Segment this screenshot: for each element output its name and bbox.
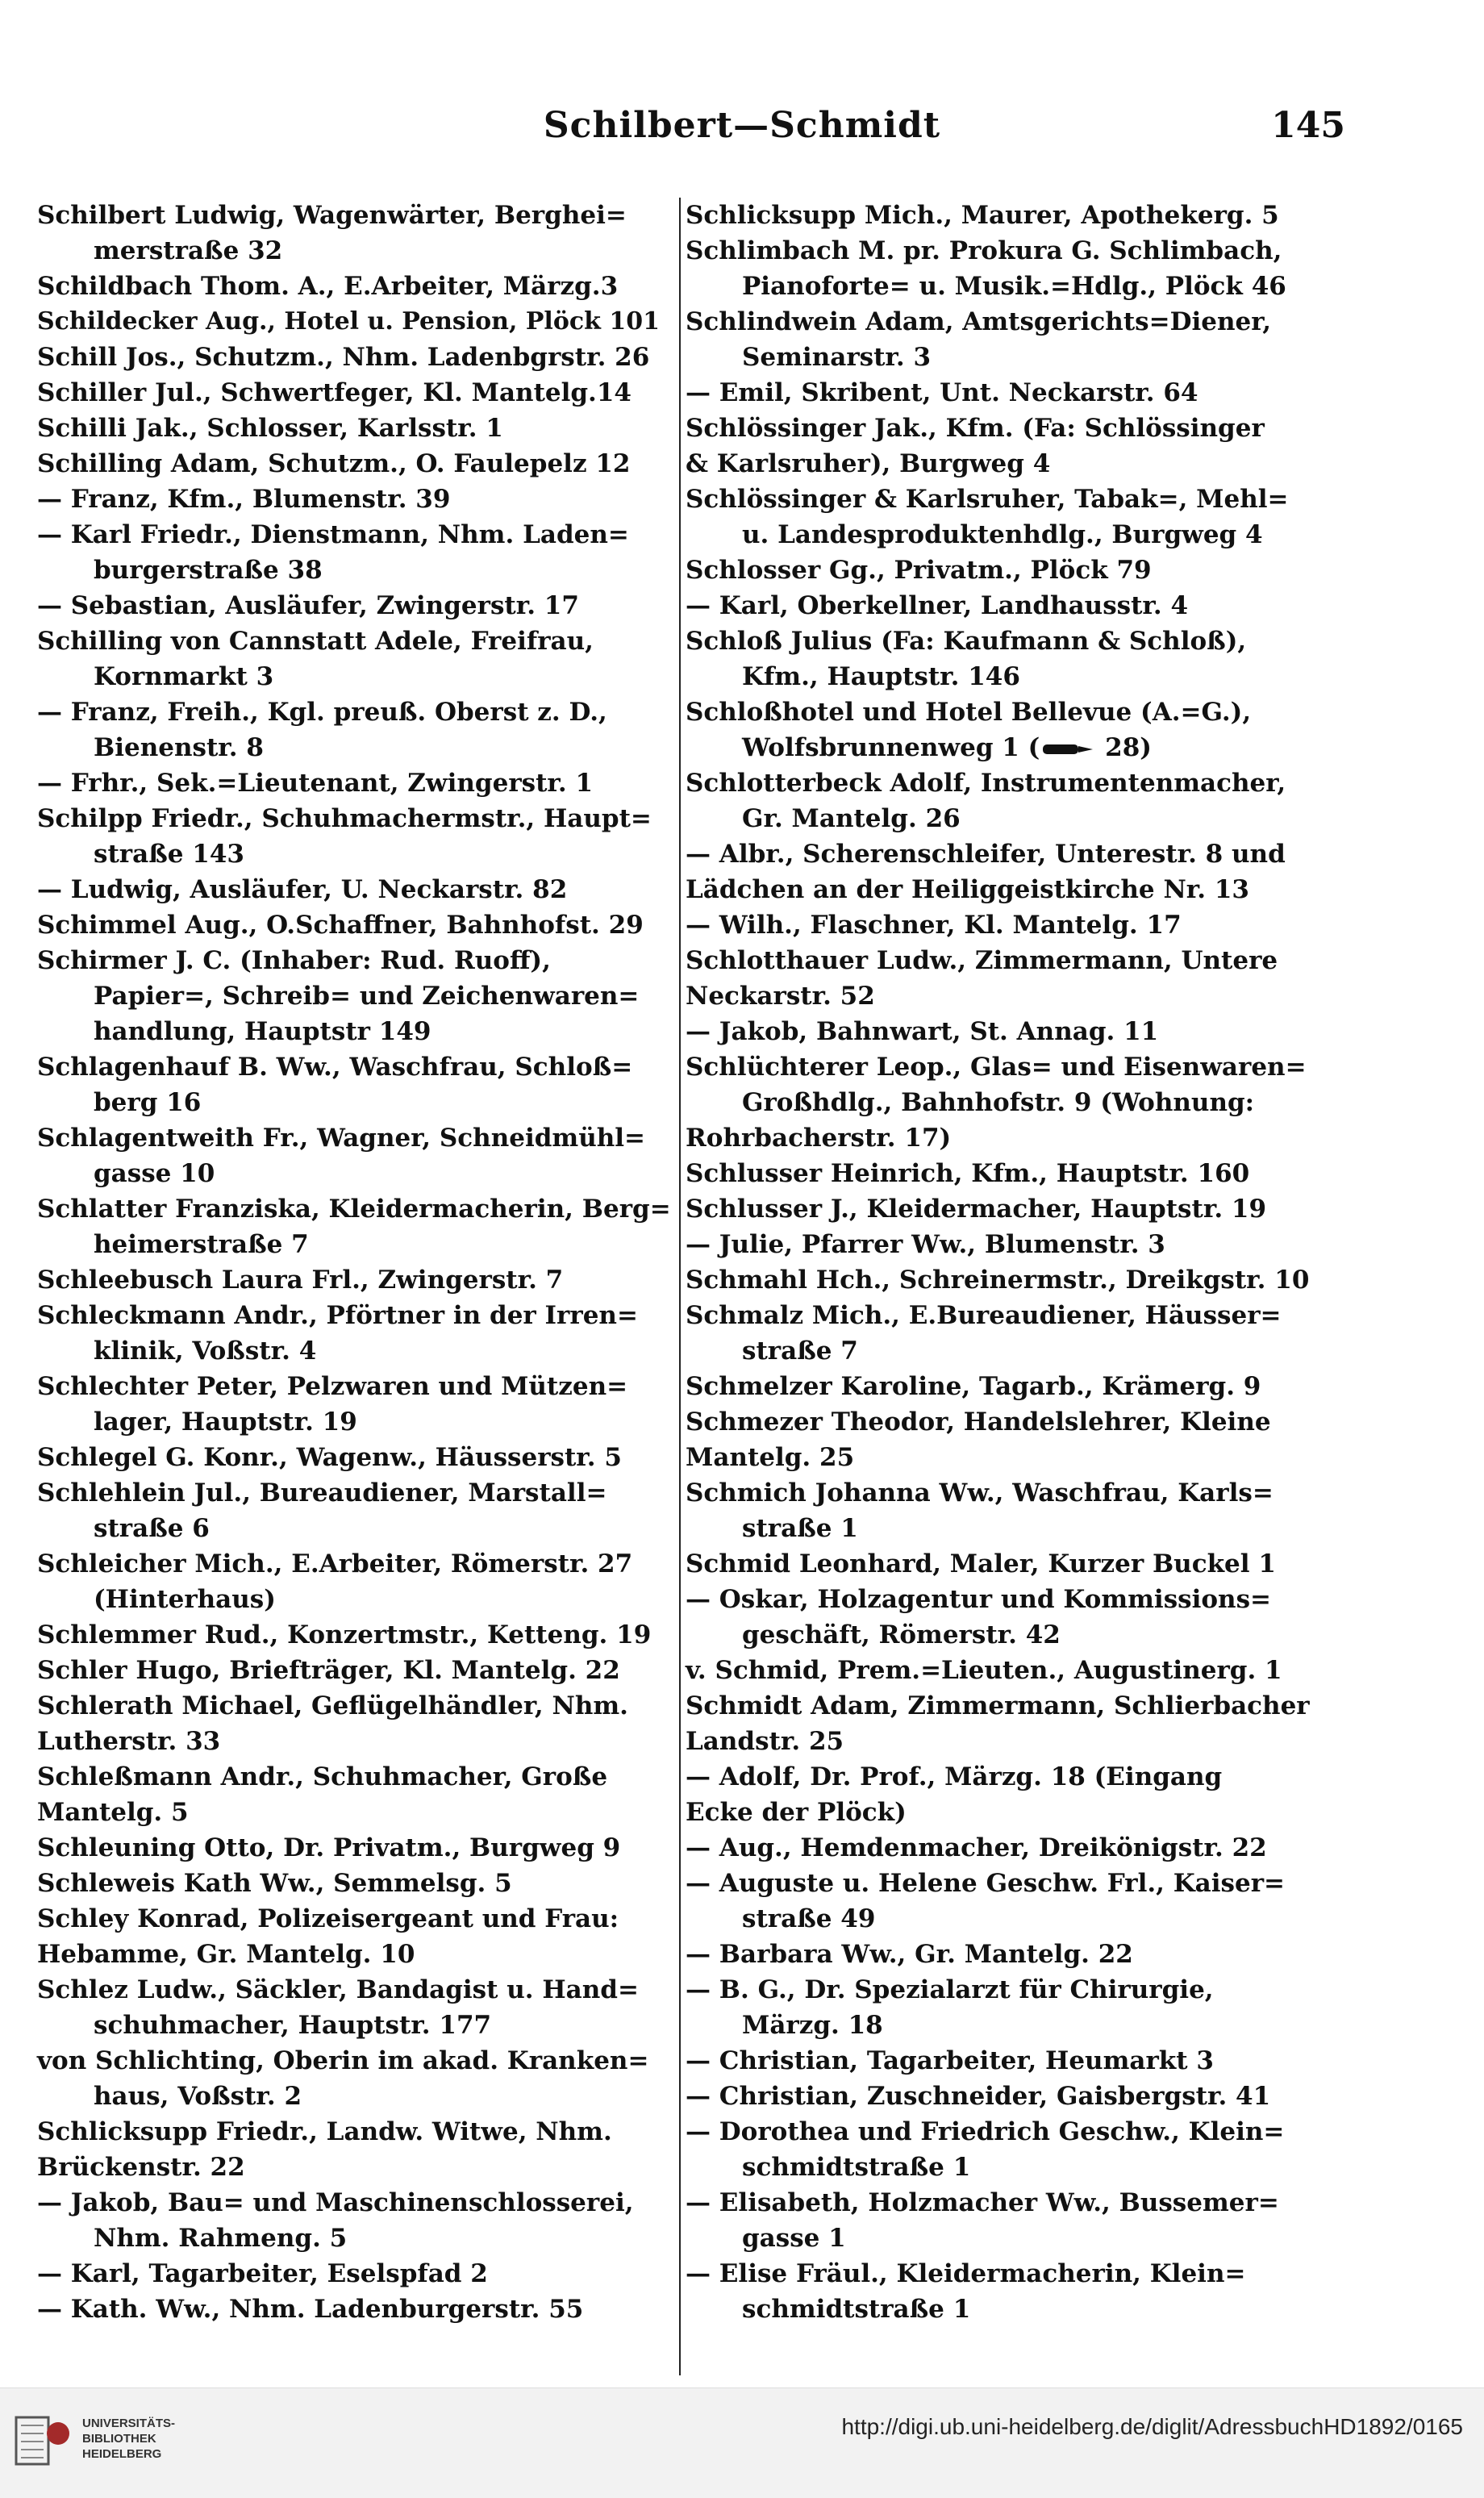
directory-line: Schmalz Mich., E.Bureaudiener, Häusser= [686,1301,1282,1330]
directory-line: (Hinterhaus) [94,1585,276,1614]
directory-line: Lutherstr. 33 [37,1727,221,1756]
library-logo[interactable] [11,2403,197,2487]
directory-line: Schloß Julius (Fa: Kaufmann & Schloß), [686,627,1247,656]
directory-line: Schlicksupp Mich., Maurer, Apothekerg. 5 [686,201,1279,230]
page-title: Schilbert—Schmidt [543,105,941,146]
directory-line: straße 1 [742,1514,858,1543]
directory-line: Schmid Leonhard, Maler, Kurzer Buckel 1 [686,1549,1276,1578]
directory-line: — Karl, Tagarbeiter, Eselspfad 2 [37,2259,488,2288]
directory-line: Schlegel G. Konr., Wagenw., Häusserstr. 5 [37,1443,622,1472]
directory-line: Schilpp Friedr., Schuhmachermstr., Haupt= [37,804,652,833]
logo-line: BIBLIOTHEK [82,2432,156,2446]
directory-line: Schmahl Hch., Schreinermstr., Dreikgstr. 10 [686,1266,1310,1295]
directory-line: straße 7 [742,1337,858,1366]
directory-line: Seminarstr. 3 [742,343,932,372]
directory-line: — Karl Friedr., Dienstmann, Nhm. Laden= [37,520,629,549]
directory-line: — Christian, Tagarbeiter, Heumarkt 3 [686,2046,1214,2075]
directory-line: — Karl, Oberkellner, Landhausstr. 4 [686,591,1189,620]
directory-line: — Franz, Freih., Kgl. preuß. Oberst z. D., [37,698,607,727]
directory-line: Schleckmann Andr., Pförtner in der Irren= [37,1301,638,1330]
directory-line: Schlerath Michael, Geflügelhändler, Nhm. [37,1691,628,1720]
directory-line [686,730,1331,765]
directory-line: Pianoforte= u. Musik.=Hdlg., Plöck 46 [742,272,1286,301]
directory-line: — Albr., Scherenschleifer, Unterestr. 8 und [686,840,1286,869]
directory-line: straße 6 [94,1514,210,1543]
directory-line: — Elise Fräul., Kleidermacherin, Klein= [686,2259,1246,2288]
directory-line: Schlotterbeck Adolf, Instrumentenmacher, [686,769,1286,798]
directory-line: — Elisabeth, Holzmacher Ww., Bussemer= [686,2188,1279,2217]
directory-line: berg 16 [94,1088,202,1117]
directory-line: Märzg. 18 [742,2011,883,2040]
directory-line: Schlatter Franziska, Kleidermacherin, Berg= [37,1195,671,1224]
directory-line: Schildbach Thom. A., E.Arbeiter, Märzg.3 [37,272,619,301]
directory-line: Mantelg. 5 [37,1798,189,1827]
directory-line: Schleßmann Andr., Schuhmacher, Große [37,1762,608,1791]
directory-line: Schlez Ludw., Säckler, Bandagist u. Hand= [37,1975,639,2004]
directory-line: geschäft, Römerstr. 42 [742,1620,1061,1649]
directory-line: Schler Hugo, Briefträger, Kl. Mantelg. 22 [37,1656,620,1685]
directory-line: — Wilh., Flaschner, Kl. Mantelg. 17 [686,911,1182,940]
directory-line: Mantelg. 25 [686,1443,855,1472]
directory-line: — Dorothea und Friedrich Geschw., Klein= [686,2117,1285,2146]
directory-line: — Barbara Ww., Gr. Mantelg. 22 [686,1940,1133,1969]
directory-line: Schilbert Ludwig, Wagenwärter, Berghei= [37,201,627,230]
directory-line: — Franz, Kfm., Blumenstr. 39 [37,485,451,514]
directory-line: — Jakob, Bau= und Maschinenschlosserei, [37,2188,634,2217]
directory-line: — Aug., Hemdenmacher, Dreikönigstr. 22 [686,1833,1267,1862]
directory-line: klinik, Voßstr. 4 [94,1337,317,1366]
source-url-link[interactable]: http://digi.ub.uni-heidelberg.de/diglit/AdressbuchHD1892/0165 [841,2414,1463,2439]
directory-line: Schlagenhauf B. Ww., Waschfrau, Schloß= [37,1053,633,1082]
directory-line: Schlössinger Jak., Kfm. (Fa: Schlössinger [686,414,1265,443]
directory-line: v. Schmid, Prem.=Lieuten., Augustinerg. 1 [686,1656,1282,1685]
directory-line: Schilli Jak., Schlosser, Karlsstr. 1 [37,414,503,443]
telephone-hand-icon [1040,739,1096,760]
directory-line: — Sebastian, Ausläufer, Zwingerstr. 17 [37,591,579,620]
directory-line: Bienenstr. 8 [94,733,264,762]
directory-line: — Emil, Skribent, Unt. Neckarstr. 64 [686,378,1198,407]
directory-line: Kfm., Hauptstr. 146 [742,662,1020,691]
directory-line: Gr. Mantelg. 26 [742,804,961,833]
directory-line: Schlemmer Rud., Konzertmstr., Ketteng. 19 [37,1620,652,1649]
directory-line: — Adolf, Dr. Prof., Märzg. 18 (Eingang [686,1762,1223,1791]
directory-line: Schirmer J. C. (Inhaber: Rud. Ruoff), [37,946,551,975]
column-divider [679,198,681,2375]
directory-line: Nhm. Rahmeng. 5 [94,2224,348,2253]
directory-line: Schleebusch Laura Frl., Zwingerstr. 7 [37,1266,564,1295]
directory-line: Schlotthauer Ludw., Zimmermann, Untere [686,946,1278,975]
directory-line: Schlössinger & Karlsruher, Tabak=, Mehl= [686,485,1289,514]
directory-line: Schilling von Cannstatt Adele, Freifrau, [37,627,594,656]
directory-line: Schlicksupp Friedr., Landw. Witwe, Nhm. [37,2117,612,2146]
directory-line: Schilling Adam, Schutzm., O. Faulepelz 12 [37,449,631,478]
directory-line: & Karlsruher), Burgweg 4 [686,449,1051,478]
directory-line: Schlagentweith Fr., Wagner, Schneidmühl= [37,1124,646,1153]
directory-line: schmidtstraße 1 [742,2295,971,2324]
directory-line: Schmezer Theodor, Handelslehrer, Kleine [686,1407,1271,1437]
directory-line: Schloßhotel und Hotel Bellevue (A.=G.), [686,698,1252,727]
directory-line: Schmidt Adam, Zimmermann, Schlierbacher [686,1691,1310,1720]
directory-line: — Christian, Zuschneider, Gaisbergstr. 41 [686,2082,1271,2111]
logo-text [82,2416,175,2462]
directory-line: Schiller Jul., Schwertfeger, Kl. Mantelg.14 [37,378,632,407]
directory-line: Schley Konrad, Polizeisergeant und Frau: [37,1904,619,1933]
library-seal-icon [11,2409,74,2472]
directory-line: Landstr. 25 [686,1727,844,1756]
directory-line: Schlehlein Jul., Bureaudiener, Marstall= [37,1478,607,1508]
directory-line: Schlusser Heinrich, Kfm., Hauptstr. 160 [686,1159,1250,1188]
directory-line: Schleicher Mich., E.Arbeiter, Römerstr. 27 [37,1549,633,1578]
directory-line: — Oskar, Holzagentur und Kommissions= [686,1585,1272,1614]
directory-line: Schlüchterer Leop., Glas= und Eisenwaren= [686,1053,1307,1082]
directory-line: schmidtstraße 1 [742,2153,971,2182]
directory-line: haus, Voßstr. 2 [94,2082,302,2111]
directory-line: lager, Hauptstr. 19 [94,1407,357,1437]
logo-line: HEIDELBERG [82,2447,162,2461]
directory-line: Papier=, Schreib= und Zeichenwaren= [94,982,640,1011]
directory-line: Ecke der Plöck) [686,1798,907,1827]
directory-line: Brückenstr. 22 [37,2153,245,2182]
line-text: Wolfsbrunnenweg 1 ( [742,733,1040,762]
directory-line: gasse 1 [742,2224,846,2253]
directory-line: Schlusser J., Kleidermacher, Hauptstr. 19 [686,1195,1267,1224]
directory-line: Schill Jos., Schutzm., Nhm. Ladenbgrstr. 26 [37,343,650,372]
directory-line: — Frhr., Sek.=Lieutenant, Zwingerstr. 1 [37,769,594,798]
directory-line: schuhmacher, Hauptstr. 177 [94,2011,492,2040]
directory-line: straße 143 [94,840,244,869]
directory-line: Schlindwein Adam, Amtsgerichts=Diener, [686,307,1272,336]
directory-line: Schimmel Aug., O.Schaffner, Bahnhofst. 29 [37,911,644,940]
page-number: 145 [1271,105,1345,146]
directory-line: von Schlichting, Oberin im akad. Kranken= [37,2046,649,2075]
directory-line: — Ludwig, Ausläufer, U. Neckarstr. 82 [37,875,568,904]
directory-line: Schmich Johanna Ww., Waschfrau, Karls= [686,1478,1273,1508]
directory-line: straße 49 [742,1904,876,1933]
directory-line: Schlimbach M. pr. Prokura G. Schlimbach, [686,236,1282,265]
directory-line: Schleuning Otto, Dr. Privatm., Burgweg 9 [37,1833,621,1862]
directory-line: Großhdlg., Bahnhofstr. 9 (Wohnung: [742,1088,1255,1117]
directory-line: Lädchen an der Heiliggeistkirche Nr. 13 [686,875,1249,904]
directory-line: Neckarstr. 52 [686,982,875,1011]
directory-line: — Kath. Ww., Nhm. Ladenburgerstr. 55 [37,2295,584,2324]
directory-line: merstraße 32 [94,236,283,265]
directory-line: — Auguste u. Helene Geschw. Frl., Kaiser= [686,1869,1286,1898]
directory-line: handlung, Hauptstr 149 [94,1017,431,1046]
directory-line: Schmelzer Karoline, Tagarb., Krämerg. 9 [686,1372,1261,1401]
directory-line: burgerstraße 38 [94,556,323,585]
directory-line: Schlosser Gg., Privatm., Plöck 79 [686,556,1152,585]
footer-bar [0,2387,1484,2498]
directory-line: Schlechter Peter, Pelzwaren und Mützen= [37,1372,628,1401]
directory-line: u. Landesproduktenhdlg., Burgweg 4 [742,520,1263,549]
directory-line: Rohrbacherstr. 17) [686,1124,952,1153]
directory-line: Kornmarkt 3 [94,662,274,691]
directory-line: Schleweis Kath Ww., Semmelsg. 5 [37,1869,512,1898]
directory-line: — B. G., Dr. Spezialarzt für Chirurgie, [686,1975,1214,2004]
directory-line: heimerstraße 7 [94,1230,309,1259]
directory-line: Hebamme, Gr. Mantelg. 10 [37,1940,415,1969]
directory-line: Schildecker Aug., Hotel u. Pension, Plöck 101 [37,307,660,336]
line-text: 28) [1096,733,1152,762]
page-header [0,97,1484,153]
directory-line: — Julie, Pfarrer Ww., Blumenstr. 3 [686,1230,1165,1259]
logo-line: UNIVERSITÄTS- [82,2417,176,2430]
directory-line: gasse 10 [94,1159,215,1188]
right-column [686,198,1331,2327]
directory-line: — Jakob, Bahnwart, St. Annag. 11 [686,1017,1159,1046]
left-column [37,198,674,2327]
